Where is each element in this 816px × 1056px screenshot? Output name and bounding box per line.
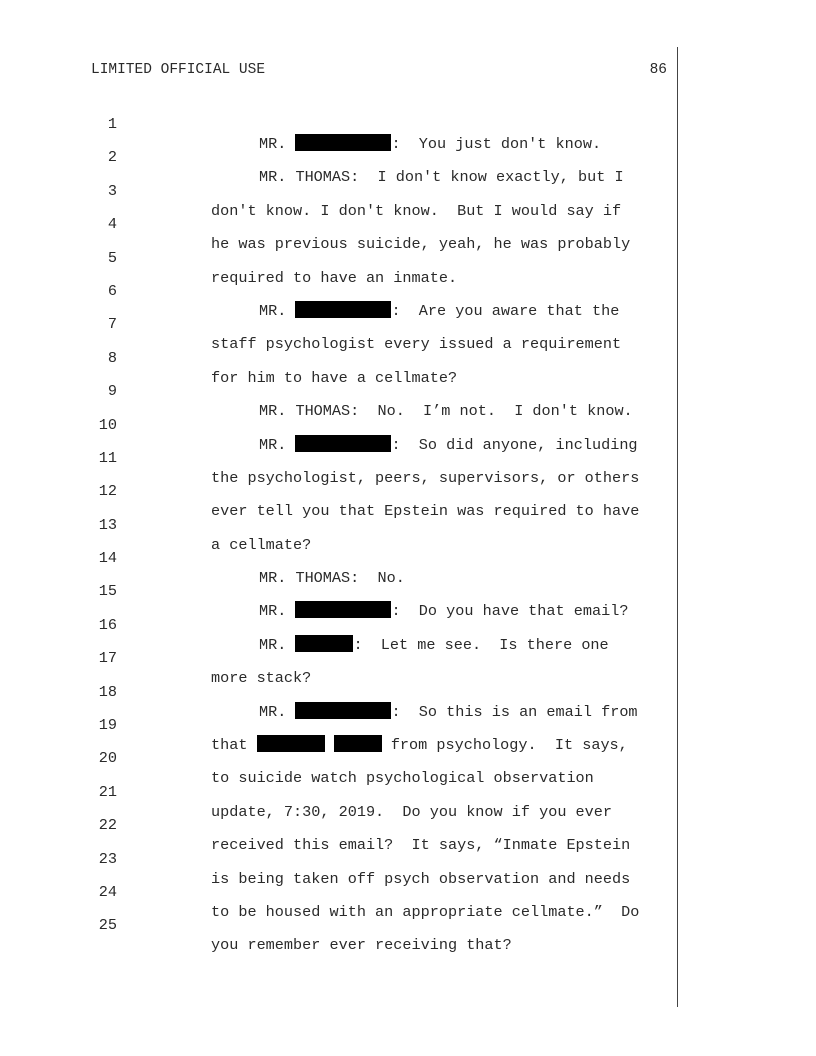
transcript-line [0, 561, 677, 621]
line-text: more stack? [211, 669, 312, 688]
line-number: 21 [98, 782, 117, 801]
transcript-line [0, 595, 677, 654]
line-text: a cellmate? [211, 535, 312, 554]
transcript-line [0, 428, 677, 487]
line-text: to suicide watch psychological observation [211, 769, 594, 788]
speaker-prefix: MR. [259, 635, 296, 654]
line-number: 14 [98, 549, 117, 568]
transcript-line [0, 695, 677, 755]
transcript-line [0, 395, 677, 454]
line-number: 15 [98, 582, 117, 601]
line-text: for him to have a cellmate? [211, 368, 458, 387]
transcript-line [0, 361, 677, 421]
transcript-line [0, 194, 677, 254]
speaker-prefix: MR. [259, 301, 296, 320]
transcript-line [0, 862, 677, 921]
line-number: 23 [98, 849, 117, 868]
transcript-line [0, 228, 677, 287]
transcript-line [0, 495, 677, 554]
transcript-line [0, 628, 677, 688]
line-text: update, 7:30, 2019. Do you know if you ever [211, 802, 613, 821]
line-number: 17 [98, 649, 117, 668]
transcript-line [0, 795, 677, 855]
line-number: 5 [107, 248, 117, 267]
header-classification: LIMITED OFFICIAL USE [91, 62, 266, 78]
transcript-line [0, 127, 677, 187]
line-number: 13 [98, 515, 117, 534]
transcript-line [0, 261, 677, 320]
speaker-prefix: MR. [259, 702, 296, 721]
line-text: the psychologist, peers, supervisors, or others [211, 468, 640, 487]
transcript-line [0, 461, 677, 521]
line-number: 6 [107, 281, 117, 300]
transcript-line [0, 328, 677, 387]
line-text: he was previous suicide, yeah, he was probably [211, 235, 631, 254]
transcript-line [0, 294, 677, 354]
line-text: received this email? It says, “Inmate Epstein [211, 836, 631, 855]
line-number: 10 [98, 415, 117, 434]
speaker-prefix: MR. [259, 435, 296, 454]
speaker-prefix: MR. [259, 135, 296, 153]
line-number: 9 [107, 382, 117, 401]
line-text: you remember ever receiving that? [211, 936, 512, 955]
line-text: required to have an inmate. [211, 268, 458, 287]
transcript-line [0, 728, 677, 788]
line-number: 19 [98, 716, 117, 735]
line-number: 22 [98, 816, 117, 835]
line-number: 12 [98, 482, 117, 501]
line-number: 24 [98, 882, 117, 901]
page-number: 86 [649, 62, 667, 78]
line-remainder: : You just don't know. [391, 135, 602, 153]
line-text: staff psychologist every issued a requirement [211, 335, 622, 354]
transcript-line [0, 829, 677, 888]
transcript-line [0, 528, 677, 588]
line-text: don't know. I don't know. But I would say if [211, 201, 622, 220]
page-header [91, 62, 667, 80]
line-number: 18 [98, 682, 117, 701]
line-remainder: : Let me see. Is there one [353, 635, 609, 654]
line-prefix: that [211, 736, 257, 755]
line-number: 25 [98, 916, 117, 935]
line-number: 2 [107, 148, 117, 167]
line-number: 8 [107, 348, 117, 367]
transcript-body [0, 94, 677, 955]
line-remainder: : So did anyone, including [391, 435, 638, 454]
line-text: is being taken off psych observation and needs [211, 869, 631, 888]
line-number: 11 [98, 448, 117, 467]
transcript-line [0, 895, 677, 955]
speaker-prefix: MR. [259, 602, 296, 621]
line-remainder: from psychology. It says, [381, 736, 628, 755]
transcript-line [0, 94, 677, 153]
right-margin-rule [677, 47, 678, 1007]
line-number: 16 [98, 615, 117, 634]
line-text: to be housed with an appropriate cellmate.” Do [211, 902, 640, 921]
line-number: 1 [107, 115, 117, 133]
transcript-line [0, 762, 677, 821]
line-remainder: : Are you aware that the [391, 301, 620, 320]
transcript-line [0, 161, 677, 220]
line-text: MR. THOMAS: No. [259, 569, 405, 588]
line-remainder: : Do you have that email? [391, 602, 629, 621]
line-number: 4 [107, 215, 117, 234]
line-text: ever tell you that Epstein was required to have [211, 502, 640, 521]
line-number: 20 [98, 749, 117, 768]
line-remainder: : So this is an email from [391, 702, 638, 721]
transcript-line [0, 662, 677, 721]
line-number: 7 [107, 315, 117, 334]
line-number: 3 [107, 181, 117, 200]
line-text: MR. THOMAS: I don't know exactly, but I [259, 168, 624, 187]
line-text: MR. THOMAS: No. I’m not. I don't know. [259, 402, 633, 421]
